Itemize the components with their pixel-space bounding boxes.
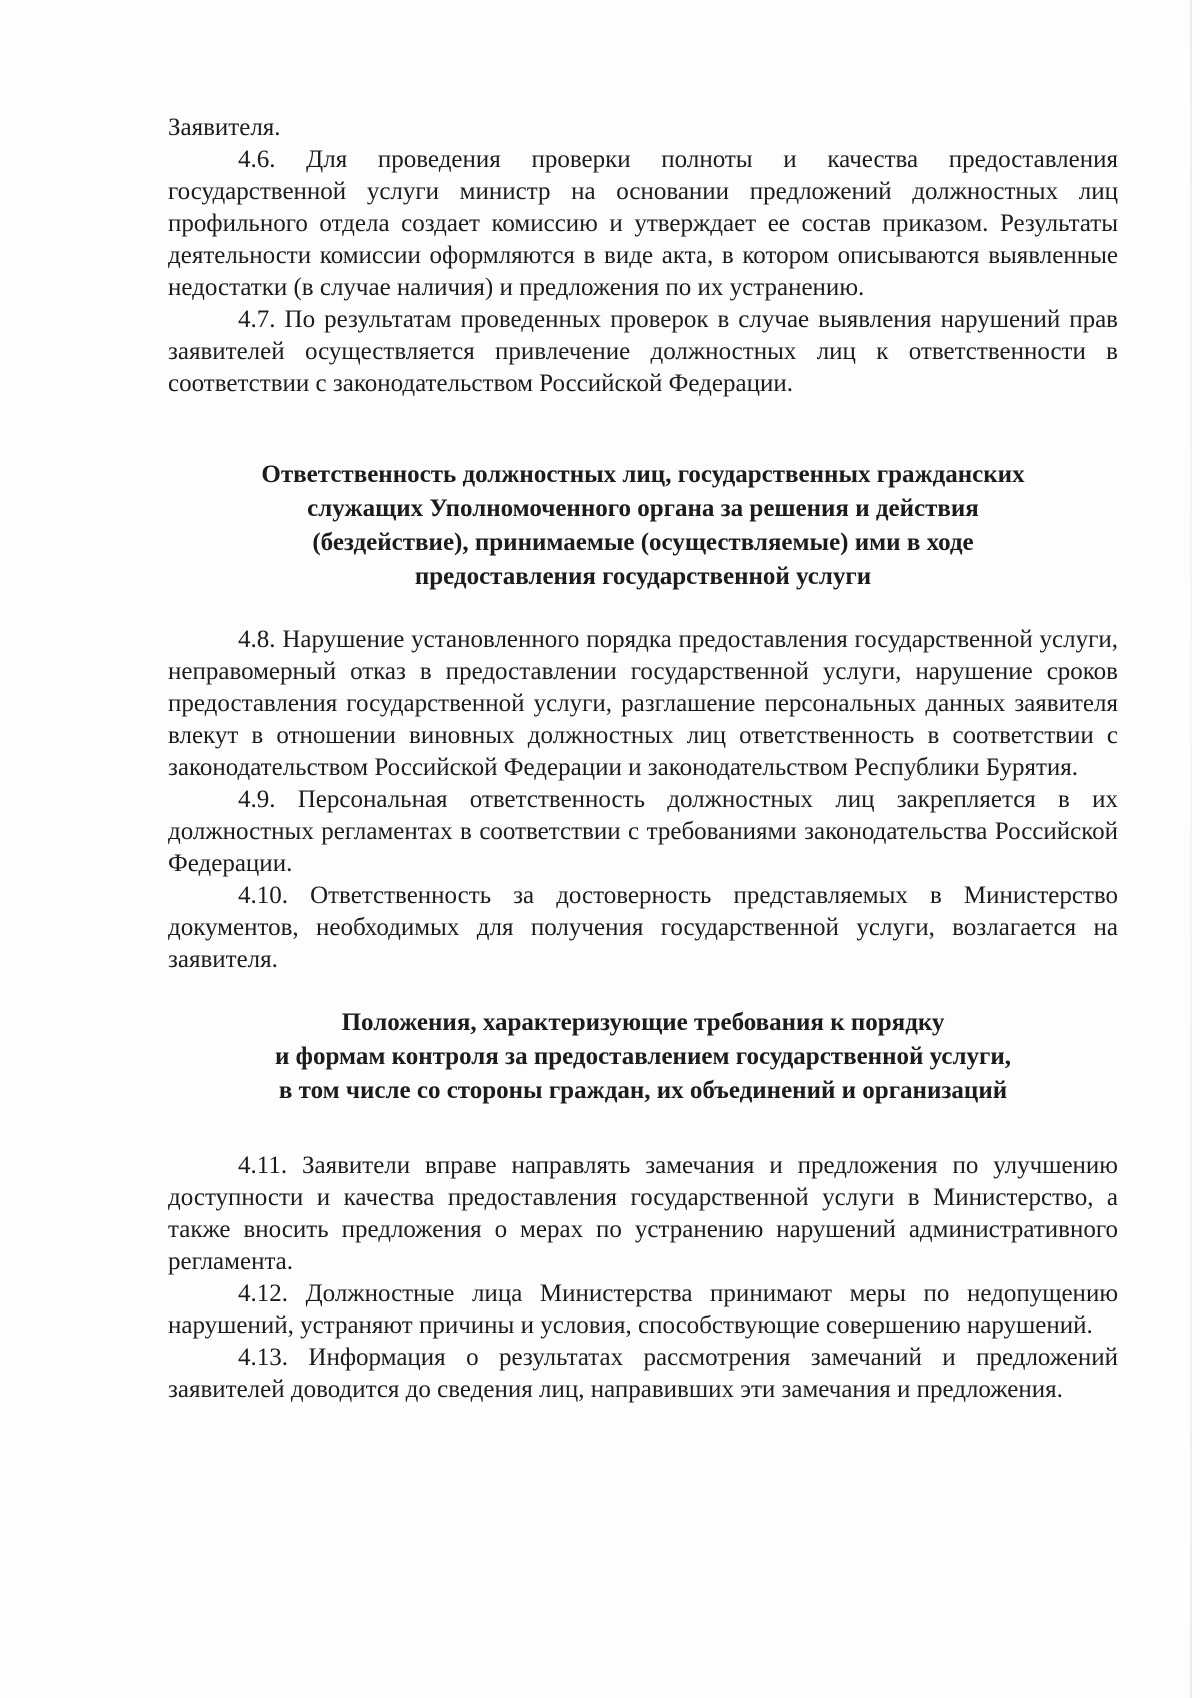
heading-line: предоставления государственной услуги <box>414 563 872 590</box>
heading-line: в том числе со стороны граждан, их объединений и организаций <box>278 1077 1008 1104</box>
paragraph-4-11: 4.11. Заявители вправе направлять замечания и предложения по улучшению доступности и качества предоставления государственной услуги в Министерство, а также вносить предложения о мерах по устранению нарушений административного регламента. <box>168 1152 1118 1275</box>
paragraph-4-13: 4.13. Информация о результатах рассмотрения замечаний и предложений заявителей доводится до сведения лиц, направивших эти замечания и предложения. <box>168 1344 1118 1403</box>
paragraph-4-10: 4.10. Ответственность за достоверность представляемых в Министерство документов, необходимых для получения государственной услуги, возлагается на заявителя. <box>168 882 1118 973</box>
heading-line: Положения, характеризующие требования к порядку <box>341 1009 945 1036</box>
section-heading-responsibility <box>168 458 1118 594</box>
paragraph-4-9: 4.9. Персональная ответственность должностных лиц закрепляется в их должностных регламентах в соответствии с требованиями законодательства Российской Федерации. <box>168 786 1118 877</box>
heading-line: служащих Уполномоченного органа за решения и действия <box>307 495 979 522</box>
heading-line: Ответственность должностных лиц, государственных гражданских <box>261 461 1025 488</box>
paragraph-4-12: 4.12. Должностные лица Министерства принимают меры по недопущению нарушений, устраняют причины и условия, способствующие совершению нарушений. <box>168 1280 1118 1339</box>
document-body <box>168 112 1118 1406</box>
heading-line: и формам контроля за предоставлением государственной услуги, <box>275 1043 1011 1070</box>
paragraph-4-6: 4.6. Для проведения проверки полноты и качества предоставления государственной услуги министр на основании предложений должностных лиц профильного отдела создает комиссию и утверждает ее состав приказом. Результаты деятельности комиссии оформляются в виде акта, в котором описываются выявленные недостатки (в случае наличия) и предложения по их устранению. <box>168 146 1118 301</box>
paragraph-4-8: 4.8. Нарушение установленного порядка предоставления государственной услуги, неправомерный отказ в предоставлении государственной услуги, нарушение сроков предоставления государственной услуги, разглашение персональных данных заявителя влекут в отношении виновных должностных лиц ответственность в соответствии с законодательством Российской Федерации и законодательством Республики Бурятия. <box>168 626 1118 781</box>
heading-line: (бездействие), принимаемые (осуществляемые) ими в ходе <box>312 529 974 556</box>
section-heading-control-requirements <box>168 1006 1118 1108</box>
scan-edge-shadow <box>1190 0 1192 1698</box>
paragraph-4-7: 4.7. По результатам проведенных проверок в случае выявления нарушений прав заявителей осуществляется привлечение должностных лиц к ответственности в соответствии с законодательством Российской Федерации. <box>168 306 1118 397</box>
lead-line: Заявителя. <box>168 114 281 141</box>
